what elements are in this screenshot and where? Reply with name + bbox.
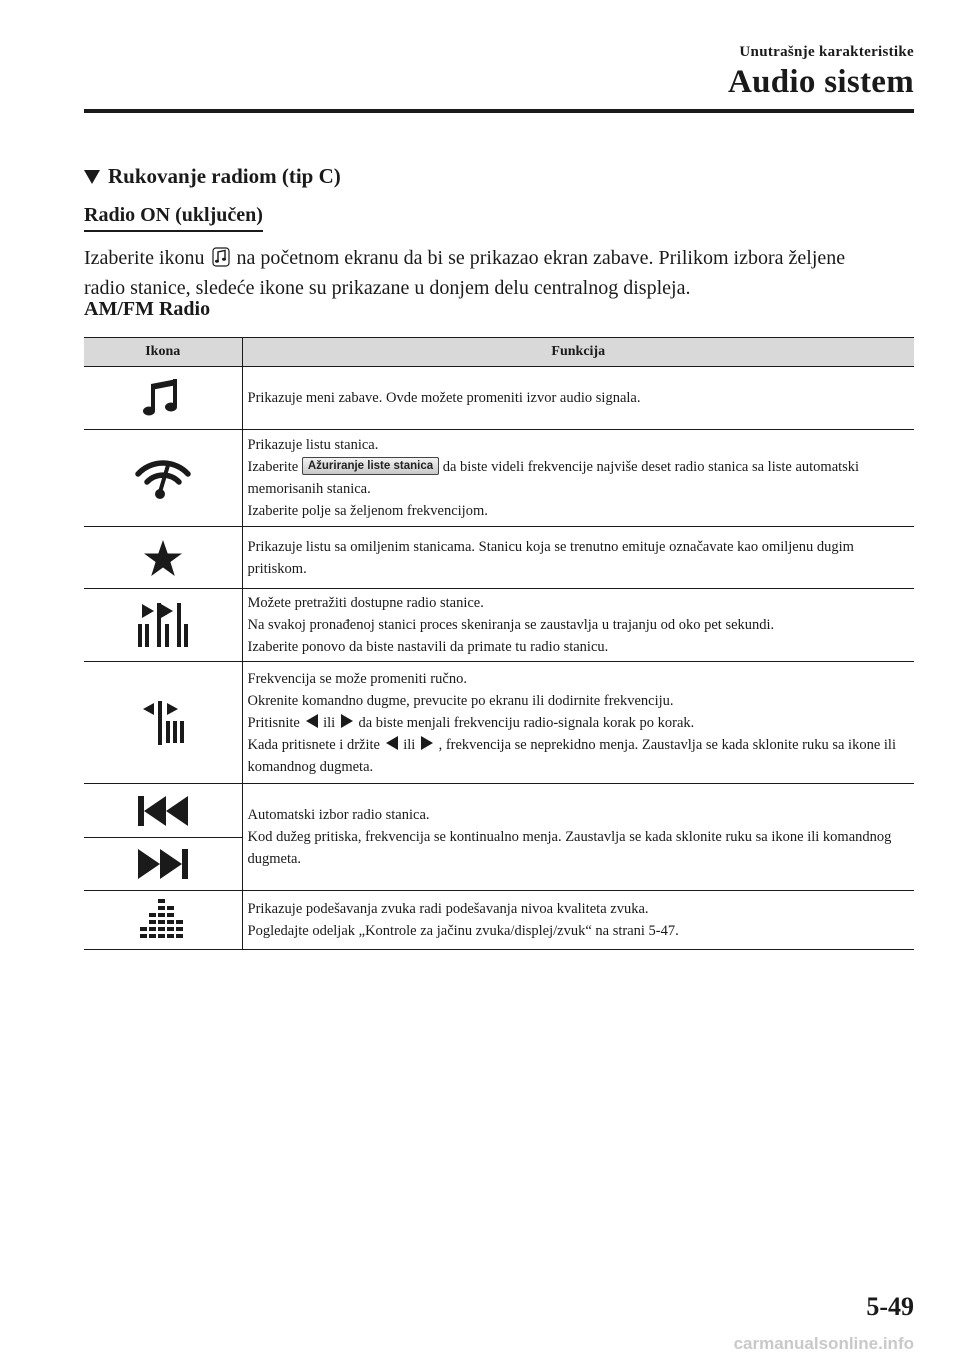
description-text: Izaberite (247, 459, 299, 475)
music-note-icon (212, 247, 230, 267)
section-title: Audio sistem (727, 64, 914, 100)
star-icon (143, 539, 183, 577)
heading-text: Rukovanje radiom (tip C) (108, 164, 341, 188)
icon-cell (84, 891, 242, 950)
right-arrow-icon (421, 736, 433, 750)
intro-text-2: na početnom ekranu da bi se prikazao ekran zabave. Prilikom izbora željene radio stanice, sledeće ikone su prikazane u donjem delu centralnog displeja. (84, 247, 846, 299)
function-table (84, 337, 914, 950)
description-line: Na svakoj pronađenoj stanici proces skeniranja se zaustavlja u trajanju od oko pet sekundi. (247, 617, 775, 633)
page-number: 5-49 (866, 1292, 914, 1321)
description-cell (242, 430, 914, 527)
icon-cell (84, 367, 242, 430)
description-line: Frekvencija se može promeniti ručno. (247, 670, 467, 687)
description-cell (242, 589, 914, 662)
watermark: carmanualsonline.info (733, 1334, 914, 1353)
table-header-row (84, 338, 914, 367)
description-cell (242, 784, 914, 891)
table-row (84, 589, 914, 662)
table-row (84, 662, 914, 784)
left-arrow-icon (386, 736, 398, 750)
seek-back-icon (136, 794, 190, 828)
table-row (84, 527, 914, 589)
description-line: Možete pretražiti dostupne radio stanice. (247, 595, 484, 611)
table-row (84, 784, 914, 891)
description-text: da biste videli frekvencije najviše deset radio stanica sa liste automatski memorisanih stanica. (247, 459, 860, 497)
icon-cell (84, 430, 242, 527)
description-line: Izaberite ponovo da biste nastavili da primate tu radio stanicu. (247, 639, 609, 655)
description-line: Izaberite polje sa željenom frekvencijom. (247, 503, 488, 519)
description-text: da biste menjali frekvenciju radio-signala korak po korak. (358, 714, 695, 731)
table-row (84, 430, 914, 527)
intro-paragraph (84, 243, 864, 303)
description-text: ili (323, 714, 336, 731)
description-text: ili (403, 736, 416, 753)
band-heading: AM/FM Radio (84, 298, 211, 320)
column-header-function: Funkcija (242, 338, 914, 367)
update-station-list-button: Ažuriranje liste stanica (302, 457, 439, 475)
right-arrow-icon (341, 714, 353, 728)
station-list-icon (133, 454, 193, 502)
sound-settings-icon (135, 897, 191, 943)
chapter-title: Unutrašnje karakteristike (739, 44, 914, 60)
description-line: Prikazuje podešavanja zvuka radi podešavanja nivoa kvaliteta zvuka. (247, 901, 649, 917)
description-cell (242, 891, 914, 950)
description-line: Pogledajte odeljak „Kontrole za jačinu zvuka/displej/zvuk“ na strani 5-47. (247, 923, 679, 939)
music-note-icon (141, 376, 185, 420)
icon-cell (84, 527, 242, 589)
table-row (84, 367, 914, 430)
table-row (84, 891, 914, 950)
triangle-bullet-icon (84, 170, 100, 184)
heading (84, 164, 341, 189)
column-header-icon: Ikona (84, 338, 242, 367)
description-line (248, 456, 903, 500)
subheading: Radio ON (uključen) (84, 204, 263, 232)
header-rule (84, 109, 914, 113)
scan-icon (135, 602, 191, 648)
tune-icon (141, 700, 185, 746)
description-text: , frekvencija se neprekidno menja. Zaustavlja se kada sklonite ruku sa ikone ili komandnog dugmeta. (247, 736, 896, 775)
description-cell (242, 367, 914, 430)
description-line: Prikazuje listu sa omiljenim stanicama. Stanicu koja se trenutno emituje označavate kao omiljenu dugim pritiskom. (247, 538, 854, 577)
description-cell (242, 527, 914, 589)
description-line: Prikazuje meni zabave. Ovde možete promeniti izvor audio signala. (247, 390, 641, 406)
description-text: Pritisnite (247, 714, 300, 731)
icon-cell (84, 589, 242, 662)
intro-text-1: Izaberite ikonu (84, 247, 205, 269)
seek-forward-icon (136, 847, 190, 881)
description-line: Automatski izbor radio stanica. (247, 807, 430, 823)
description-line: Prikazuje listu stanica. (247, 437, 379, 453)
description-line (248, 734, 903, 778)
description-line (248, 712, 903, 734)
left-arrow-icon (306, 714, 318, 728)
description-text: Kada pritisnete i držite (247, 736, 380, 753)
description-cell (242, 662, 914, 784)
icon-cell (84, 784, 242, 891)
icon-cell (84, 662, 242, 784)
description-line: Kod dužeg pritiska, frekvencija se kontinualno menja. Zaustavlja se kada sklonite ruku sa ikone ili komandnog dugmeta. (247, 829, 892, 867)
description-line: Okrenite komandno dugme, prevucite po ekranu ili dodirnite frekvenciju. (247, 692, 674, 709)
